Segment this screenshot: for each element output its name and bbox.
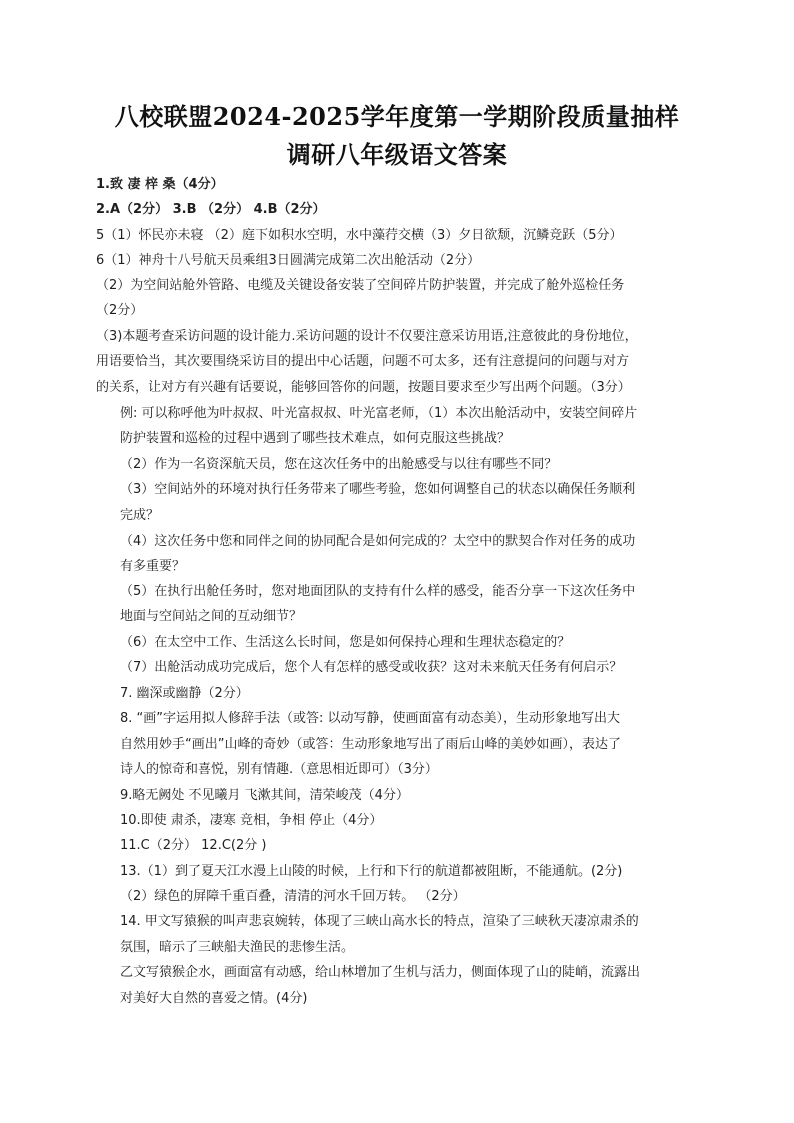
answer-line: 完成？ bbox=[120, 508, 160, 523]
answer-line: 防护装置和巡检的过程中遇到了哪些技术难点，如何克服这些挑战？ bbox=[120, 431, 511, 446]
answer-line: 用语要恰当，其次要围绕采访目的提出中心话题，问题不可太多，还有注意提问的问题与对方 bbox=[96, 354, 630, 369]
answer-line: （5）在执行出舱任务时，您对地面团队的支持有什么样的感受，能否分享一下这次任务中 bbox=[120, 584, 636, 599]
answer-line: （6）在太空中工作、生活这么长时间，您是如何保持心理和生理状态稳定的？ bbox=[120, 635, 571, 650]
answer-line: 10.即使 肃杀，凄寒 竞相，争相 停止（4分） bbox=[120, 813, 383, 828]
answer-line: 对美好大自然的喜爱之情。(4分) bbox=[120, 991, 308, 1006]
answer-line: （2）为空间站舱外管路、电缆及关键设备安装了空间碎片防护装置，并完成了舱外巡检任务 bbox=[96, 278, 625, 293]
answer-line: 1.致 凄 梓 桑（4分） bbox=[96, 177, 224, 192]
answer-line: 7. 幽深或幽静（2分） bbox=[120, 686, 249, 701]
answer-line: 乙文写猿猴企水，画面富有动感，给山林增加了生机与活力，侧面体现了山的陡峭，流露出 bbox=[120, 965, 641, 980]
answer-line: 11.C（2分） 12.C(2分 ) bbox=[120, 838, 267, 853]
answer-line: （2）绿色的屏障千重百叠，清清的河水千回万转。 （2分） bbox=[120, 889, 466, 904]
answer-line: （2分） bbox=[96, 303, 144, 318]
answer-line: 8. “画”字运用拟人修辞手法（或答: 以动写静，使画面富有动态美），生动形象地写出大 bbox=[120, 711, 621, 726]
answer-line: 地面与空间站之间的互动细节？ bbox=[120, 609, 303, 624]
answer-line: 2.A（2分） 3.B （2分） 4.B（2分） bbox=[96, 202, 326, 217]
answer-line: 例: 可以称呼他为叶叔叔、叶光富叔叔、叶光富老师，（1）本次出舱活动中，安装空间碎片 bbox=[120, 406, 638, 421]
answer-line: 6（1）神舟十八号航天员乘组3日圆满完成第二次出舱活动（2分） bbox=[96, 253, 481, 268]
answer-line: 的关系，让对方有兴趣有话要说，能够回答你的问题，按题目要求至少写出两个问题。（3分） bbox=[96, 380, 631, 395]
answer-line: 自然用妙手“画出”山峰的奇妙（或答：生动形象地写出了雨后山峰的美妙如画），表达了 bbox=[120, 737, 621, 752]
answer-line: 5（1）怀民亦未寝 （2）庭下如积水空明，水中藻荇交横（3）夕日欲颓，沉鳞竞跃（5分） bbox=[96, 228, 623, 243]
answer-line: （7）出舱活动成功完成后，您个人有怎样的感受或收获？这对未来航天任务有何启示？ bbox=[120, 660, 623, 675]
answer-line: 13.（1）到了夏天江水漫上山陵的时候，上行和下行的航道都被阻断，不能通航。(2分) bbox=[120, 864, 623, 879]
answer-line: （4）这次任务中您和同伴之间的协同配合是如何完成的？太空中的默契合作对任务的成功 bbox=[120, 534, 636, 549]
answer-line: 有多重要？ bbox=[120, 559, 186, 574]
answer-line: 14. 甲文写猿猴的叫声悲哀婉转，体现了三峡山高水长的特点，渲染了三峡秋天凄凉肃杀的 bbox=[120, 914, 639, 929]
answer-line: （2）作为一名资深航天员，您在这次任务中的出舱感受与以往有哪些不同？ bbox=[120, 457, 558, 472]
answer-line: 诗人的惊奇和喜悦，别有情趣.（意思相近即可）（3分） bbox=[120, 762, 438, 777]
document-title-line1: 八校联盟2024-2025学年度第一学期阶段质量抽样 bbox=[114, 102, 680, 131]
answer-line: 氛围，暗示了三峡船夫渔民的悲惨生活。 bbox=[120, 940, 355, 955]
document-title-line2: 调研八年级语文答案 bbox=[286, 140, 508, 169]
answer-line: （3）空间站外的环境对执行任务带来了哪些考验，您如何调整自己的状态以确保任务顺利 bbox=[120, 482, 636, 497]
answer-line: 9.略无阙处 不见曦月 飞漱其间，清荣峻茂（4分） bbox=[120, 788, 409, 803]
answer-line: （3)本题考查采访问题的设计能力.采访问题的设计不仅要注意采访用语,注意彼此的身份地位， bbox=[96, 329, 638, 344]
